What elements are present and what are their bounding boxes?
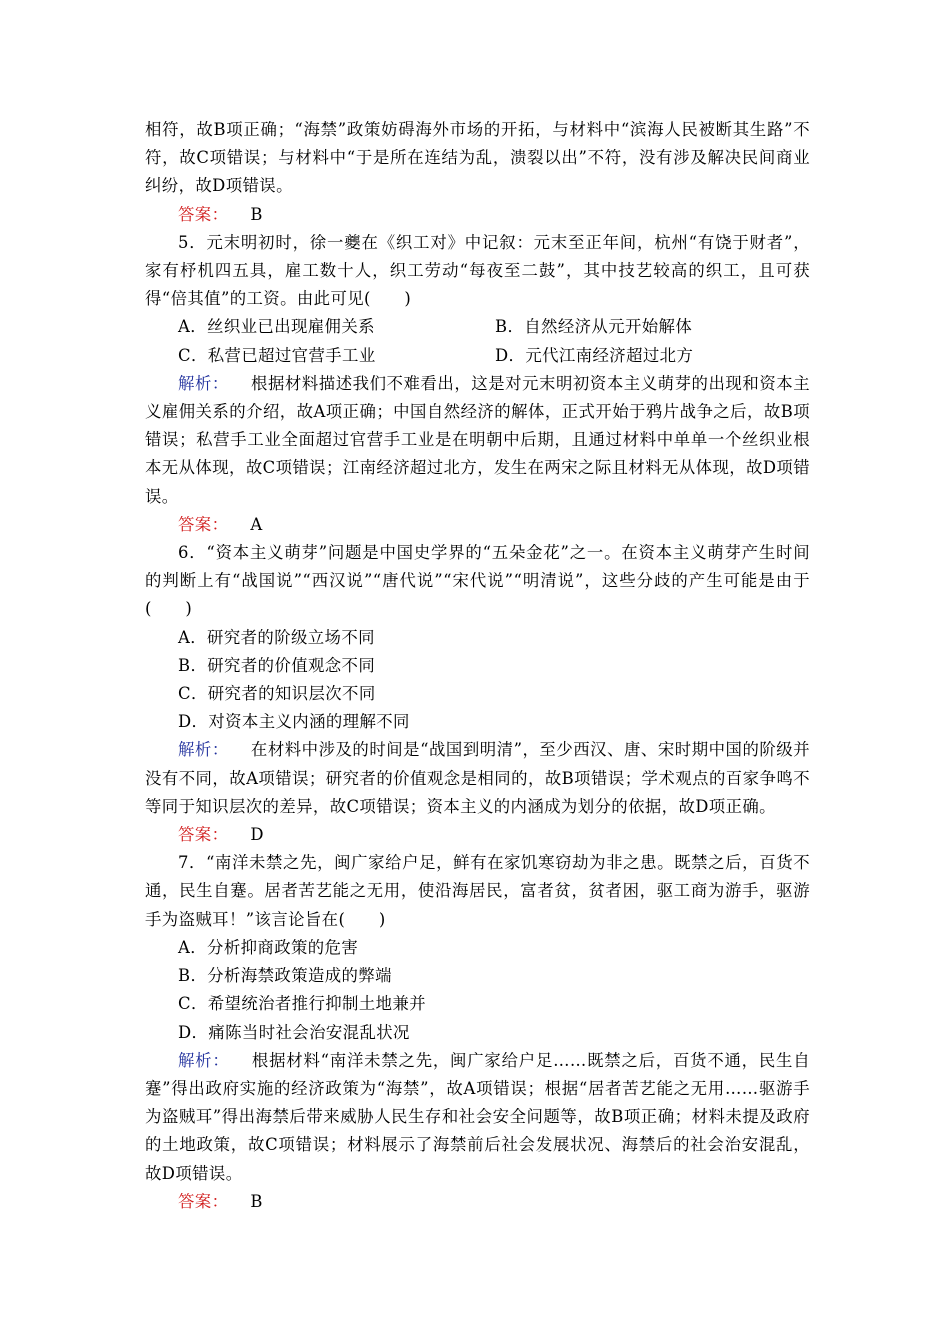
q7-answer: B	[250, 1191, 263, 1211]
q5-stem: 5．元末明初时，徐一夔在《织工对》中记叙：元末至正年间，杭州“有饶于财者”，家有杼机四五具，雇工数十人，织工劳动“每夜至二鼓”，其中技艺较高的织工，且可获得“倍其值”的工资。由此可见( )	[145, 232, 810, 309]
q7-option-b: B．分析海禁政策造成的弊端	[178, 966, 392, 986]
q6-option-b: B．研究者的价值观念不同	[178, 655, 376, 675]
q7-option-c: C．希望统治者推行抑制土地兼并	[178, 994, 427, 1014]
q5-analysis-text: 根据材料描述我们不难看出，这是对元末明初资本主义萌芽的出现和资本主义雇佣关系的介绍，故A项正确；中国自然经济的解体，正式开始于鸦片战争之后，故B项错误；私营手工业全面超过官营手工业是在明朝中后期，且通过材料中单单一个丝织业根本无从体现，故C项错误；江南经济超过北方，发生在两宋之际且材料无从体现，故D项错误。	[145, 373, 811, 506]
q5-analysis	[145, 370, 810, 511]
document-page	[145, 116, 810, 1216]
answer-label: 答案：	[178, 825, 229, 845]
q5-option-c: C．私营已超过官营手工业	[178, 345, 376, 365]
q5-option-a: A．丝织业已出现雇佣关系	[178, 317, 375, 337]
q7-option-a: A．分析抑商政策的危害	[178, 937, 359, 957]
q6-analysis-text: 在材料中涉及的时间是“战国到明清”，至少西汉、唐、宋时期中国的阶级并没有不同，故A项错误；研究者的价值观念是相同的，故B项错误；学术观点的百家争鸣不等同于知识层次的差异，故C项错误；资本主义的内涵成为划分的依据，故D项正确。	[145, 740, 811, 816]
analysis-label: 解析：	[178, 740, 229, 760]
q6-stem: 6．“资本主义萌芽”问题是中国史学界的“五朵金花”之一。在资本主义萌芽产生时间的判断上有“战国说”“西汉说”“唐代说”“宋代说”“明清说”，这些分歧的产生可能是由于( )	[145, 543, 810, 619]
q7-analysis-text: 根据材料“南洋未禁之先，闽广家给户足……既禁之后，百货不通，民生自蹇”得出政府实施的经济政策为“海禁”，故A项错误；根据“居者苦艺能之无用……驱游手为盗贼耳”得出海禁后带来威胁人民生存和社会安全问题等，故B项正确；材料未提及政府的土地政策，故C项错误；材料展示了海禁前后社会发展状况、海禁后的社会治安混乱，故D项错误。	[145, 1050, 811, 1183]
q7-option-d: D．痛陈当时社会治安混乱状况	[178, 1022, 410, 1042]
q6-option-a: A．研究者的阶级立场不同	[178, 627, 375, 647]
q6-option-c: C．研究者的知识层次不同	[178, 684, 376, 704]
analysis-label: 解析：	[178, 1050, 230, 1070]
q6-analysis	[145, 736, 810, 821]
q7-analysis	[145, 1047, 810, 1188]
q7-stem: 7．“南洋未禁之先，闽广家给户足，鲜有在家饥寒窃劫为非之患。既禁之后，百货不通，民生自蹇。居者苦艺能之无用，使沿海居民，富者贫，贫者困，驱工商为游手，驱游手为盗贼耳！”该言论旨在( )	[145, 853, 810, 929]
q6-answer: D	[250, 825, 264, 845]
q6-answer-line	[145, 821, 810, 849]
q5-options-row-1	[145, 313, 810, 341]
analysis-label: 解析：	[178, 373, 229, 393]
answer-label: 答案：	[178, 1191, 229, 1211]
q5-answer-line	[145, 511, 810, 539]
q4-analysis-continuation: 相符，故B项正确；“海禁”政策妨碍海外市场的开拓，与材料中“滨海人民被断其生路”不符，故C项错误；与材料中“于是所在连结为乱，溃裂以出”不符，没有涉及解决民间商业纠纷，故D项错误。	[145, 120, 810, 196]
q5-option-b: B．自然经济从元开始解体	[495, 317, 693, 337]
answer-label: 答案：	[178, 204, 229, 224]
q5-option-d: D．元代江南经济超过北方	[495, 345, 694, 365]
q4-answer-line	[145, 201, 810, 229]
answer-label: 答案：	[178, 514, 229, 534]
q4-answer: B	[250, 204, 263, 224]
q5-options-row-2	[145, 342, 810, 370]
q6-option-d: D．对资本主义内涵的理解不同	[178, 712, 410, 732]
q7-answer-line	[145, 1188, 810, 1216]
q5-answer: A	[250, 514, 263, 534]
